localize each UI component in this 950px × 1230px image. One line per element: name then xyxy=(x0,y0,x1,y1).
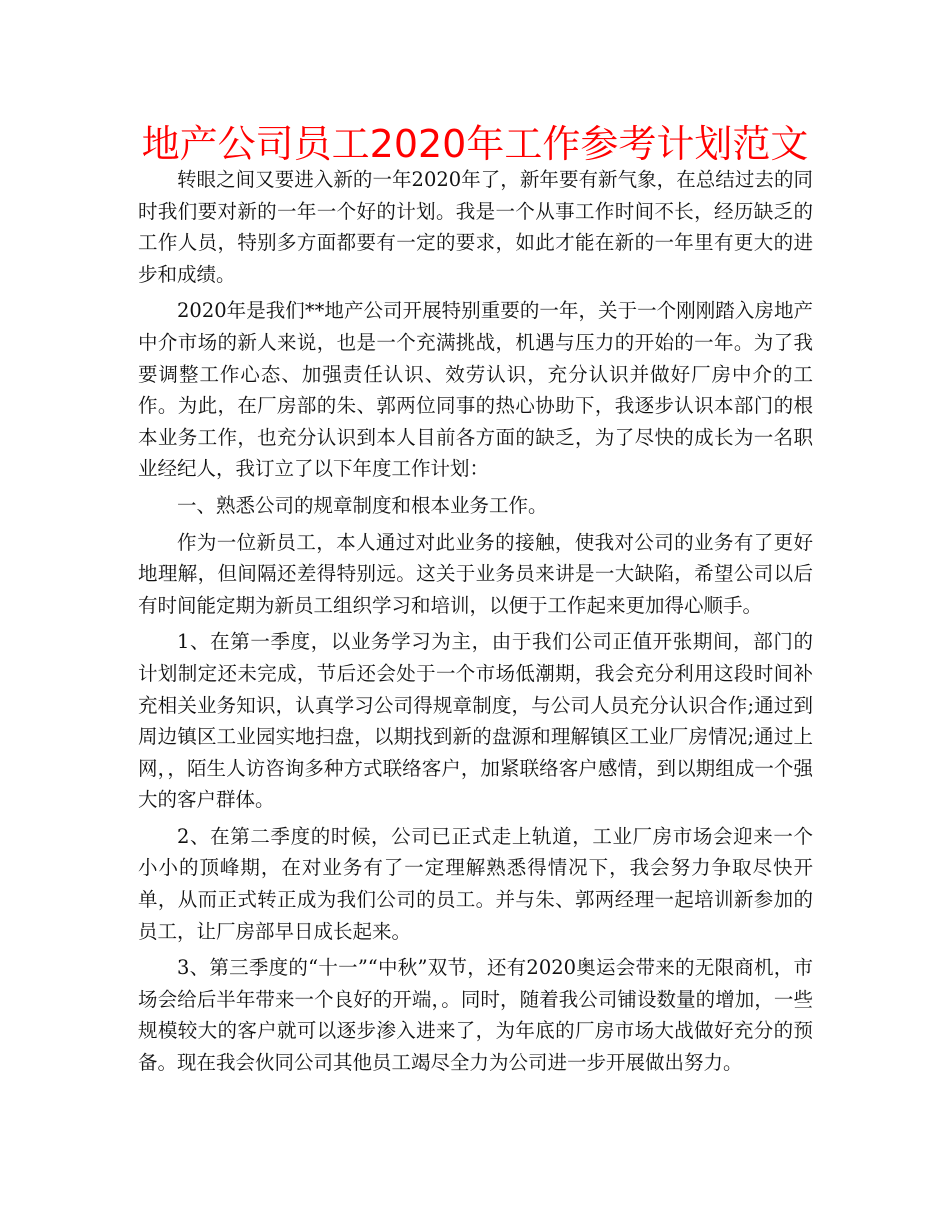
document-body xyxy=(138,164,813,1084)
paragraph-company-year: 2020年是我们**地产公司开展特别重要的一年，关于一个刚刚踏入房地产中介市场的新人来说，也是一个充满挑战，机遇与压力的开始的一年。为了我要调整工作心态、加强责任认识、效劳认识，充分认识并做好厂房中介的工作。为此，在厂房部的朱、郭两位同事的热心协助下，我逐步认识本部门的根本业务工作，也充分认识到本人目前各方面的缺乏，为了尽快的成长为一名职业经纪人，我订立了以下年度工作计划： xyxy=(138,299,813,481)
section-heading-1: 一、熟悉公司的规章制度和根本业务工作。 xyxy=(177,493,548,517)
paragraph-new-employee: 作为一位新员工，本人通过对此业务的接触，使我对公司的业务有了更好地理解，但间隔还差得特别远。这关于业务员来讲是一大缺陷，希望公司以后有时间能定期为新员工组织学习和培训，以便于工作起来更加得心顺手。 xyxy=(138,530,813,617)
paragraph-quarter-1: 1、在第一季度，以业务学习为主，由于我们公司正值开张期间，部门的计划制定还未完成，节后还会处于一个市场低潮期，我会充分利用这段时间补充相关业务知识，认真学习公司得规章制度，与公司人员充分认识合作;通过到周边镇区工业园实地扫盘，以期找到新的盘源和理解镇区工业厂房情况;通过上网，，陌生人访咨询多种方式联络客户，加紧联络客户感情，到以期组成一个强大的客户群体。 xyxy=(138,630,813,812)
paragraph-intro: 转眼之间又要进入新的一年2020年了，新年要有新气象，在总结过去的同时我们要对新的一年一个好的计划。我是一个从事工作时间不长，经历缺乏的工作人员，特别多方面都要有一定的要求，如此才能在新的一年里有更大的进步和成绩。 xyxy=(138,168,813,286)
document-title: 地产公司员工2020年工作参考计划范文 xyxy=(141,122,809,166)
paragraph-quarter-2: 2、在第二季度的时候，公司已正式走上轨道，工业厂房市场会迎来一个小小的顶峰期，在对业务有了一定理解熟悉得情况下，我会努力争取尽快开单，从而正式转正成为我们公司的员工。并与朱、郭两经理一起培训新参加的员工，让厂房部早日成长起来。 xyxy=(138,824,813,943)
paragraph-quarter-3: 3、第三季度的“十一”“中秋”双节，还有2020奥运会带来的无限商机，市场会给后半年带来一个良好的开端，。同时，随着我公司铺设数量的增加，一些规模较大的客户就可以逐步渗入进来了，为年底的厂房市场大战做好充分的预备。现在我会伙同公司其他员工竭尽全力为公司进一步开展做出努力。 xyxy=(138,956,813,1075)
